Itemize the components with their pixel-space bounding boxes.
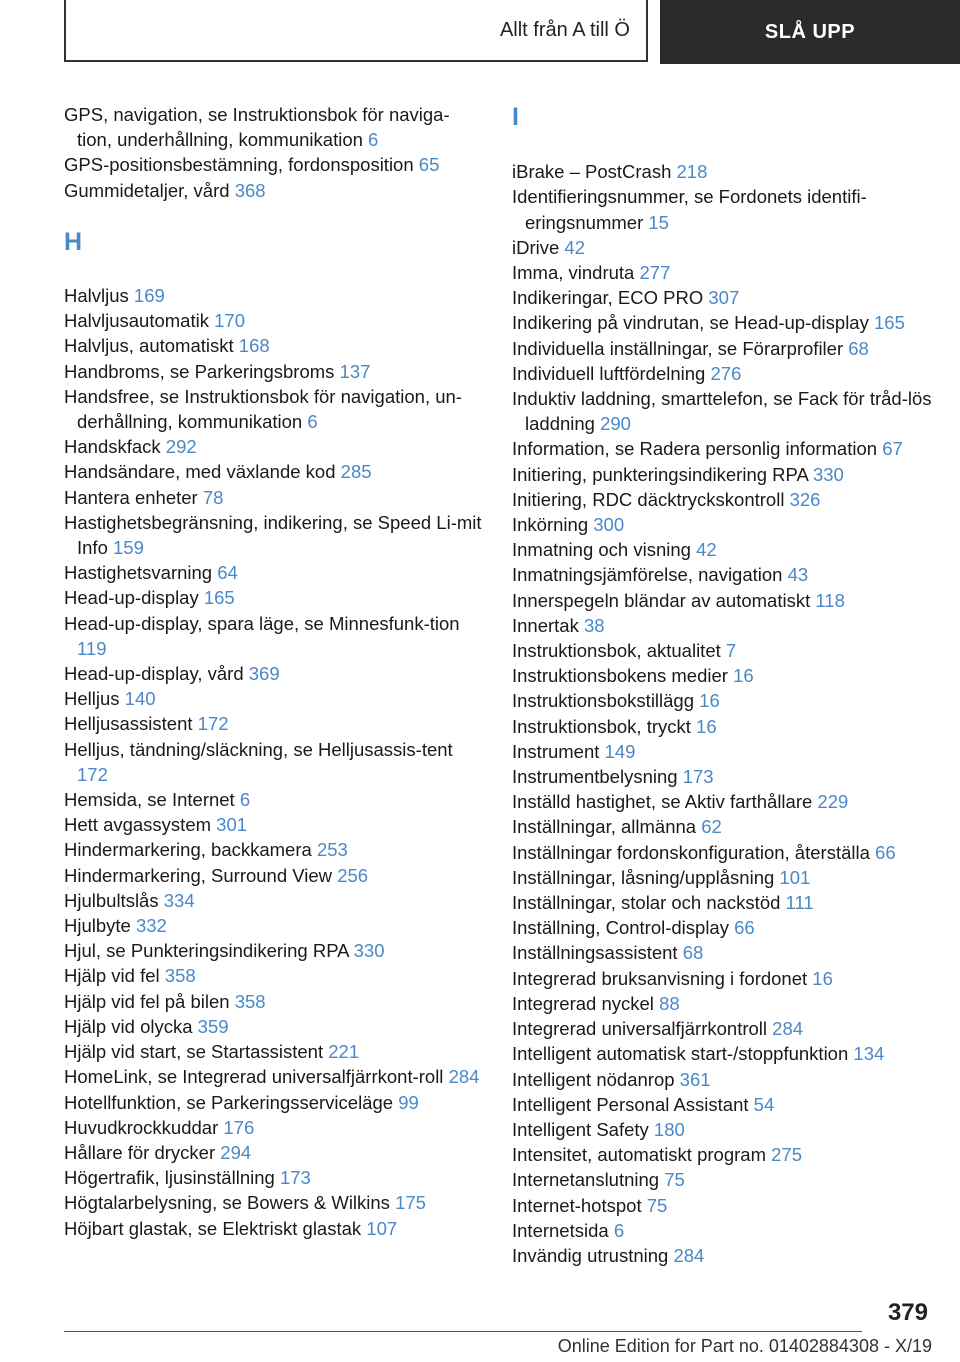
index-entry — [512, 638, 932, 663]
index-entry — [64, 1140, 484, 1165]
index-entry — [64, 1165, 484, 1190]
entry-text: Handskfack — [64, 436, 161, 458]
index-entry — [64, 1039, 484, 1064]
entry-text: Internet-hotspot — [512, 1194, 642, 1216]
index-entry — [512, 361, 932, 386]
page-link[interactable]: 107 — [366, 1217, 398, 1239]
entry-text: iDrive — [512, 236, 560, 258]
entry-text: Inställningar, låsning/upplåsning — [512, 866, 775, 888]
entry-text: Innerspegeln bländar av automatiskt — [512, 589, 811, 611]
edition-footer: Online Edition for Part no. 01402884308 - X/19 — [557, 1336, 932, 1356]
entry-text: HomeLink, se Integrerad universalfjärrkont-roll — [64, 1066, 444, 1088]
entry-text: Head-up-display, spara läge, se Minnesfunk-tion — [64, 612, 460, 634]
page-link[interactable]: 101 — [779, 866, 811, 888]
page-link[interactable]: 38 — [584, 614, 605, 636]
section-letter: H — [64, 227, 83, 256]
entry-text: Indikering på vindrutan, se Head-up-display — [512, 312, 869, 334]
index-entry — [512, 915, 932, 940]
page-link[interactable]: 358 — [234, 990, 266, 1012]
index-entry — [512, 562, 932, 587]
page-link[interactable]: 65 — [418, 154, 440, 176]
footer-divider — [64, 1331, 862, 1332]
page-link[interactable]: 330 — [812, 463, 844, 485]
index-entry — [64, 812, 484, 837]
entry-text: Individuella inställningar, se Förarprofiler — [512, 337, 844, 359]
index-entry — [64, 1014, 484, 1039]
entry-text: Intensitet, automatiskt program — [512, 1144, 766, 1166]
page-link[interactable]: 67 — [882, 438, 903, 460]
index-entry — [64, 102, 484, 152]
page-link[interactable]: 99 — [398, 1091, 419, 1113]
page-link[interactable]: 54 — [753, 1093, 775, 1115]
page-link[interactable]: 68 — [848, 337, 869, 359]
index-entry — [64, 837, 484, 862]
entry-text: Halvljusautomatik — [64, 310, 209, 332]
entry-text: Handbroms, se Parkeringsbroms — [64, 360, 335, 382]
entry-text: Individuell luftfördelning — [512, 362, 706, 384]
page-link[interactable]: 42 — [564, 236, 585, 258]
page-link[interactable]: 332 — [135, 915, 167, 937]
entry-text: Hindermarkering, Surround View — [64, 864, 333, 886]
entry-text: Huvudkrockkuddar — [64, 1116, 219, 1138]
entry-text: Hjälp vid start, se Startassistent — [64, 1041, 324, 1063]
index-entry — [512, 512, 932, 537]
entry-text: Höjbart glastak, se Elektriskt glastak — [64, 1217, 362, 1239]
index-entry — [512, 1218, 932, 1243]
index-entry — [512, 1142, 932, 1167]
entry-text: Hjälp vid olycka — [64, 1015, 193, 1037]
page-link[interactable]: 168 — [238, 335, 270, 357]
index-entry — [512, 613, 932, 638]
page-link[interactable]: 359 — [197, 1015, 229, 1037]
entry-text: Instrumentbelysning — [512, 766, 678, 788]
index-entry — [512, 1016, 932, 1041]
page-link[interactable]: 326 — [789, 488, 821, 510]
index-entry — [64, 787, 484, 812]
entry-text: Hjul, se Punkteringsindikering RPA — [64, 940, 349, 962]
entry-text: Helljus — [64, 688, 120, 710]
entry-text: Helljusassistent — [64, 713, 193, 735]
page-link[interactable]: 16 — [696, 715, 717, 737]
entry-text: Inställd hastighet, se Aktiv farthållare — [512, 791, 813, 813]
entry-text: Handsändare, med växlande kod — [64, 461, 336, 483]
entry-text: Inställningar, allmänna — [512, 816, 697, 838]
page-link[interactable]: 253 — [316, 839, 348, 861]
page-link[interactable]: 294 — [220, 1141, 252, 1163]
page-link[interactable]: 16 — [699, 690, 720, 712]
page-link[interactable]: 276 — [710, 362, 742, 384]
index-entry — [512, 184, 932, 234]
entry-text: Hantera enheter — [64, 486, 198, 508]
page-link[interactable]: 165 — [203, 587, 235, 609]
page-link[interactable]: 256 — [337, 864, 369, 886]
index-entry — [512, 336, 932, 361]
entry-text: Handsfree, se Instruktionsbok för navigation, un-derhållning, kommunikation — [64, 385, 462, 433]
page-link[interactable]: 229 — [817, 791, 849, 813]
page-link[interactable]: 159 — [113, 537, 144, 559]
entry-text: Instruktionsbokstillägg — [512, 690, 695, 712]
page-link[interactable]: 43 — [787, 564, 809, 586]
entry-text: Internetsida — [512, 1219, 609, 1241]
entry-text: Imma, vindruta — [512, 262, 635, 283]
entry-text: Hjälp vid fel — [64, 965, 160, 987]
page-link[interactable]: 137 — [339, 360, 371, 382]
entry-text: Inkörning — [512, 514, 589, 536]
page-link[interactable]: 75 — [646, 1194, 668, 1216]
page-link[interactable]: 68 — [682, 942, 704, 964]
index-entry — [64, 686, 484, 711]
index-entry — [512, 688, 932, 713]
index-entry — [512, 310, 932, 335]
index-entry — [64, 283, 484, 308]
entry-text: Invändig utrustning — [512, 1244, 669, 1266]
index-entry — [64, 459, 484, 484]
entry-text: Gummidetaljer, vård — [64, 179, 230, 201]
page-link[interactable]: 285 — [340, 461, 372, 483]
index-entry — [512, 1067, 932, 1092]
page-link[interactable]: 7 — [725, 640, 737, 662]
page-link[interactable]: 6 — [613, 1219, 625, 1241]
page-link[interactable]: 284 — [772, 1018, 804, 1040]
page-link[interactable]: 330 — [353, 940, 385, 962]
index-entry — [512, 966, 932, 991]
page-link[interactable]: 170 — [214, 310, 245, 332]
index-entry — [512, 739, 932, 764]
page-link[interactable]: 62 — [701, 816, 722, 838]
page-link[interactable]: 290 — [600, 413, 631, 435]
index-entry — [512, 663, 932, 688]
entry-text: Hemsida, se Internet — [64, 789, 235, 811]
index-entry — [512, 890, 932, 915]
index-entry — [64, 384, 484, 434]
index-entry — [512, 386, 932, 436]
index-entry — [512, 235, 932, 260]
page-link[interactable]: 307 — [708, 287, 740, 309]
entry-text: Internetanslutning — [512, 1169, 660, 1191]
index-entry — [64, 585, 484, 610]
page-link[interactable]: 149 — [604, 740, 636, 762]
entry-text: Integrerad bruksanvisning i fordonet — [512, 967, 808, 989]
entry-text: Induktiv laddning, smarttelefon, se Fack för tråd-lös laddning — [512, 388, 932, 435]
index-entry — [64, 963, 484, 988]
az-index-tab[interactable]: Allt från A till Ö — [64, 0, 648, 62]
index-entry — [64, 737, 484, 787]
index-entry — [64, 938, 484, 963]
entry-text: Indikeringar, ECO PRO — [512, 287, 704, 309]
page-link[interactable]: 118 — [815, 589, 845, 611]
entry-text: Intelligent nödanrop — [512, 1068, 675, 1090]
entry-text: Hjulbultslås — [64, 889, 159, 911]
index-entry — [64, 434, 484, 459]
entry-text: Instrument — [512, 740, 600, 762]
entry-text: Intelligent automatisk start-/stoppfunktion — [512, 1043, 849, 1065]
index-entry — [512, 588, 932, 613]
index-column-right — [512, 102, 932, 1268]
index-entry — [512, 991, 932, 1016]
index-entry — [64, 560, 484, 585]
page-link[interactable]: 15 — [648, 211, 669, 233]
page-link[interactable]: 180 — [653, 1118, 685, 1140]
entry-text: Inställningar fordonskonfiguration, återställa — [512, 841, 870, 863]
entry-text: Innertak — [512, 614, 579, 636]
entry-text: Identifieringsnummer, se Fordonets identifi-eringsnummer — [512, 186, 867, 233]
page-link[interactable]: 75 — [664, 1169, 685, 1191]
entry-text: Inmatningsjämförelse, navigation — [512, 564, 783, 586]
index-entry — [512, 814, 932, 839]
page-number: 379 — [887, 1299, 928, 1326]
entry-text: Högertrafik, ljusinställning — [64, 1167, 275, 1189]
index-entry — [64, 863, 484, 888]
page-link[interactable]: 369 — [248, 663, 280, 685]
page-link[interactable]: 119 — [77, 637, 107, 659]
index-entry — [64, 888, 484, 913]
lookup-tab[interactable]: SLÅ UPP — [660, 0, 960, 64]
page-link[interactable]: 169 — [133, 285, 165, 306]
index-entry — [64, 308, 484, 333]
page-link[interactable]: 176 — [223, 1116, 255, 1138]
index-entry — [512, 940, 932, 965]
page-link[interactable]: 165 — [874, 312, 905, 334]
page-link[interactable]: 88 — [659, 992, 680, 1014]
page-link[interactable]: 6 — [307, 411, 318, 433]
entry-text: Instruktionsbok, tryckt — [512, 715, 691, 737]
page-link[interactable]: 172 — [197, 713, 229, 735]
entry-text: Inställningsassistent — [512, 942, 678, 964]
page-link[interactable]: 66 — [734, 917, 755, 939]
index-entry — [64, 661, 484, 686]
index-entry — [64, 485, 484, 510]
index-entry — [512, 260, 932, 285]
page-link[interactable]: 358 — [164, 965, 196, 987]
entry-text: Högtalarbelysning, se Bowers & Wilkins — [64, 1192, 390, 1214]
index-entry — [64, 611, 484, 661]
index-entry — [64, 1064, 484, 1089]
entry-text: Hett avgassystem — [64, 814, 212, 836]
index-entry — [512, 1041, 932, 1066]
entry-text: Initiering, punkteringsindikering RPA — [512, 463, 808, 485]
entry-text: Hållare för drycker — [64, 1141, 216, 1163]
index-entry — [512, 436, 932, 461]
page-link[interactable]: 66 — [875, 841, 896, 863]
page-link[interactable]: 292 — [165, 436, 197, 458]
page-link[interactable]: 173 — [682, 766, 714, 788]
page-link[interactable]: 361 — [679, 1068, 711, 1090]
entry-text: Helljus, tändning/släckning, se Helljusassis-tent — [64, 738, 453, 760]
index-entry — [64, 1190, 484, 1215]
index-entry — [512, 1092, 932, 1117]
section-letter: I — [512, 103, 519, 131]
page-link[interactable]: 275 — [771, 1144, 802, 1166]
page-link[interactable]: 134 — [853, 1043, 885, 1065]
index-entry — [64, 989, 484, 1014]
entry-text: Hotellfunktion, se Parkeringsserviceläge — [64, 1091, 394, 1113]
page-link[interactable]: 175 — [395, 1192, 426, 1214]
entry-text: Intelligent Personal Assistant — [512, 1093, 749, 1115]
index-entry — [64, 711, 484, 736]
index-entry — [512, 714, 932, 739]
entry-text: Hastighetsbegränsning, indikering, se Speed Li-mit Info — [64, 511, 482, 559]
page-link[interactable]: 218 — [676, 161, 708, 183]
page-link[interactable]: 334 — [163, 889, 195, 911]
index-entry — [64, 1216, 484, 1241]
page-link[interactable]: 173 — [279, 1167, 311, 1189]
page-link[interactable]: 277 — [639, 262, 671, 283]
index-entry — [512, 1243, 932, 1268]
page-link[interactable]: 111 — [785, 892, 814, 914]
index-entry — [512, 462, 932, 487]
index-entry — [64, 510, 484, 560]
entry-text: Information, se Radera personlig information — [512, 438, 878, 460]
page-link[interactable]: 284 — [448, 1066, 480, 1088]
index-entry — [512, 865, 932, 890]
entry-text: Intelligent Safety — [512, 1118, 649, 1140]
index-entry — [512, 285, 932, 310]
entry-text: Head-up-display — [64, 587, 199, 609]
entry-text: Hjälp vid fel på bilen — [64, 990, 230, 1012]
index-entry — [512, 764, 932, 789]
index-entry — [64, 152, 484, 177]
index-entry — [512, 789, 932, 814]
top-navigation — [64, 0, 960, 64]
entry-text: Integrerad universalfjärrkontroll — [512, 1018, 768, 1040]
entry-text: Halvljus — [64, 285, 129, 306]
page-link[interactable]: 284 — [673, 1244, 705, 1266]
entry-text: Instruktionsbokens medier — [512, 665, 728, 687]
index-entry — [512, 487, 932, 512]
index-entry — [512, 840, 932, 865]
page-link[interactable]: 221 — [328, 1041, 360, 1063]
entry-text: GPS, navigation, se Instruktionsbok för naviga-tion, underhållning, kommunikation — [64, 104, 450, 151]
index-entry — [64, 333, 484, 358]
page-link[interactable]: 16 — [812, 967, 833, 989]
page-link[interactable]: 140 — [124, 688, 156, 710]
page-link[interactable]: 16 — [733, 665, 754, 687]
entry-text: Hjulbyte — [64, 915, 131, 937]
page-link[interactable]: 368 — [234, 179, 266, 201]
page-link[interactable]: 64 — [217, 562, 238, 584]
entry-text: Hastighetsvarning — [64, 562, 213, 584]
index-entry — [64, 1115, 484, 1140]
page-link[interactable]: 172 — [77, 763, 108, 785]
page-link[interactable]: 6 — [368, 129, 379, 151]
entry-text: Halvljus, automatiskt — [64, 335, 234, 357]
index-entry — [512, 1167, 932, 1192]
index-entry — [512, 159, 932, 184]
entry-text: Hindermarkering, backkamera — [64, 839, 312, 861]
index-entry — [64, 913, 484, 938]
page-link[interactable]: 78 — [202, 486, 224, 508]
index-entry — [512, 537, 932, 562]
index-entry — [512, 1117, 932, 1142]
entry-text: Inställning, Control-display — [512, 917, 729, 939]
page-link[interactable]: 6 — [239, 789, 251, 811]
entry-text: Integrerad nyckel — [512, 992, 654, 1014]
index-entry — [64, 178, 484, 203]
index-entry — [64, 359, 484, 384]
index-entry — [512, 1193, 932, 1218]
entry-text: iBrake – PostCrash — [512, 161, 672, 183]
entry-text: Head-up-display, vård — [64, 663, 244, 685]
page-link[interactable]: 42 — [696, 539, 717, 561]
entry-text: Instruktionsbok, aktualitet — [512, 640, 721, 662]
entry-text: Inställningar, stolar och nackstöd — [512, 892, 781, 914]
index-column-left — [64, 102, 484, 1241]
entry-text: Inmatning och visning — [512, 539, 691, 561]
entry-text: Initiering, RDC däcktryckskontroll — [512, 488, 785, 510]
index-entry — [64, 1090, 484, 1115]
entry-text: GPS-positionsbestämning, fordonsposition — [64, 154, 414, 176]
page-link[interactable]: 301 — [216, 814, 248, 836]
page-link[interactable]: 300 — [593, 514, 625, 536]
